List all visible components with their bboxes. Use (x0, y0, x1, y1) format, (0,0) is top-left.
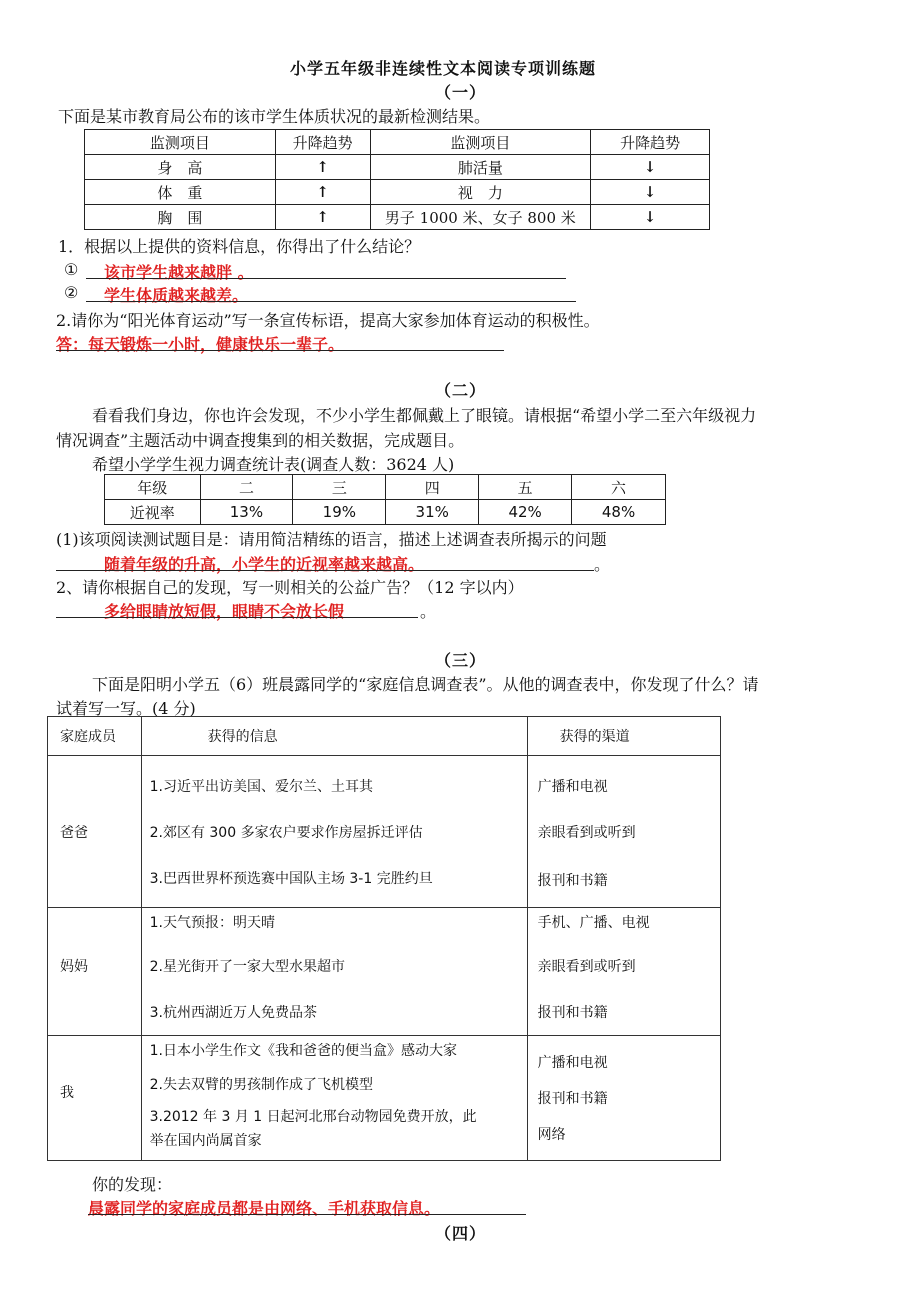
answer-end-mark: 。 (594, 555, 611, 574)
question-1: 1．根据以上提供的资料信息，你得出了什么结论？ (58, 237, 421, 256)
table-header: 家庭成员 (48, 717, 142, 756)
info-item: 2.郊区有 300 多家农户要求作房屋拆迁评估 (149, 825, 423, 841)
info-item: 3.巴西世界杯预选赛中国队主场 3-1 完胜约旦 (149, 871, 433, 887)
table-cell: 13% (200, 500, 293, 525)
trend-down-icon: ↓ (591, 180, 710, 205)
table-cell: 19% (293, 500, 386, 525)
page-title: 小学五年级非连续性文本阅读专项训练题 (290, 59, 597, 78)
channel-item: 广播和电视 (537, 779, 608, 795)
section-3-heading: （三） (435, 651, 487, 670)
channel-item: 手机、广播、电视 (537, 915, 650, 931)
table-header: 升降趋势 (275, 130, 370, 155)
table-cell: 身 高 (85, 155, 276, 180)
info-item: 3.2012 年 3 月 1 日起河北邢台动物园免费开放，此 (149, 1109, 477, 1125)
table-cell: 肺活量 (370, 155, 591, 180)
family-member-cell (48, 756, 142, 908)
table-cell: 视 力 (370, 180, 591, 205)
vision-table-title: 希望小学学生视力调查统计表(调查人数：3624 人) (92, 455, 455, 474)
table-header: 六 (572, 475, 666, 500)
info-item: 2.失去双臂的男孩制作成了飞机模型 (149, 1077, 373, 1093)
question-1: (1)该项阅读测试题目是：请用简洁精练的语言，描述上述调查表所揭示的问题 (56, 530, 607, 549)
answer-2: 学生体质越来越差。 (104, 286, 249, 305)
finding-label: 你的发现： (92, 1175, 173, 1194)
table-cell: 体 重 (85, 180, 276, 205)
channel-item: 报刊和书籍 (537, 873, 608, 889)
answer-3: 答：每天锻炼一小时，健康快乐一辈子。 (56, 335, 345, 354)
table-cell: 42% (479, 500, 572, 525)
trend-up-icon: ↑ (275, 155, 370, 180)
table-cell: 31% (386, 500, 479, 525)
answer-number: ② (64, 283, 79, 302)
family-member-cell (48, 908, 142, 1036)
answer-end-mark: 。 (420, 602, 437, 621)
info-cell (141, 756, 527, 908)
table-cell: 胸 围 (85, 205, 276, 230)
trend-up-icon: ↑ (275, 180, 370, 205)
section-1-heading: （一） (435, 83, 487, 102)
channel-item: 报刊和书籍 (537, 1005, 608, 1021)
channel-cell (527, 908, 720, 1036)
info-item: 1.习近平出访美国、爱尔兰、土耳其 (149, 779, 373, 795)
channel-cell (527, 756, 720, 908)
table-cell: 近视率 (105, 500, 201, 525)
channel-item: 亲眼看到或听到 (537, 825, 636, 841)
trend-up-icon: ↑ (275, 205, 370, 230)
question-2: 2.请你为“阳光体育运动”写一条宣传标语，提高大家参加体育运动的积极性。 (56, 311, 600, 330)
answer-underline (86, 301, 576, 302)
channel-item: 报刊和书籍 (537, 1091, 608, 1107)
trend-down-icon: ↓ (591, 205, 710, 230)
section-3-intro: 下面是阳明小学五（6）班晨露同学的“家庭信息调查表”。从他的调查表中，你发现了什么？请 (92, 675, 759, 694)
finding-answer: 晨露同学的家庭成员都是由网络、手机获取信息。 (88, 1199, 441, 1218)
member-name: 爸爸 (60, 825, 88, 841)
channel-item: 亲眼看到或听到 (537, 959, 636, 975)
info-item: 3.杭州西湖近万人免费品茶 (149, 1005, 317, 1021)
member-name: 我 (60, 1085, 74, 1101)
member-name: 妈妈 (60, 959, 88, 975)
info-item: 1.天气预报：明天晴 (149, 915, 275, 931)
answer-underline (56, 617, 418, 618)
section-2-intro-cont: 情况调查”主题活动中调查搜集到的相关数据，完成题目。 (56, 431, 465, 450)
table-header: 年级 (105, 475, 201, 500)
family-member-cell (48, 1036, 142, 1161)
table-header: 三 (293, 475, 386, 500)
table-header: 四 (386, 475, 479, 500)
table-header: 监测项目 (370, 130, 591, 155)
answer-1: 随着年级的升高，小学生的近视率越来越高。 (104, 555, 425, 574)
info-cell (141, 908, 527, 1036)
answer-underline (88, 1214, 526, 1215)
channel-item: 网络 (537, 1127, 566, 1143)
channel-item: 广播和电视 (537, 1055, 608, 1071)
table-header: 监测项目 (85, 130, 276, 155)
answer-1: 该市学生越来越胖 。 (104, 263, 254, 282)
answer-underline (56, 570, 594, 571)
table-header: 获得的渠道 (527, 717, 720, 756)
section-3-intro-cont: 试着写一写。(4 分) (56, 699, 196, 718)
section-2-intro: 看看我们身边，你也许会发现，不少小学生都佩戴上了眼镜。请根据“希望小学二至六年级视力 (92, 406, 757, 425)
vision-table (104, 474, 666, 525)
section-4-heading: （四） (435, 1224, 487, 1243)
answer-underline (86, 278, 566, 279)
table-cell: 48% (572, 500, 666, 525)
info-item: 2.星光街开了一家大型水果超市 (149, 959, 345, 975)
table-header: 升降趋势 (591, 130, 710, 155)
trend-down-icon: ↓ (591, 155, 710, 180)
answer-underline (56, 350, 504, 351)
section-2-heading: （二） (435, 381, 487, 400)
table-header: 五 (479, 475, 572, 500)
info-cell (141, 1036, 527, 1161)
info-item: 举在国内尚属首家 (149, 1133, 262, 1149)
table-cell: 男子 1000 米、女子 800 米 (370, 205, 591, 230)
question-2: 2、请你根据自己的发现，写一则相关的公益广告？（12 字以内） (56, 578, 524, 597)
fitness-table (84, 129, 710, 230)
table-header: 获得的信息 (141, 717, 527, 756)
answer-2: 多给眼睛放短假，眼睛不会放长假 (104, 602, 345, 621)
section-1-intro: 下面是某市教育局公布的该市学生体质状况的最新检测结果。 (58, 107, 491, 126)
channel-cell (527, 1036, 720, 1161)
answer-number: ① (64, 260, 79, 279)
family-info-table (47, 716, 721, 1161)
info-item: 1.日本小学生作文《我和爸爸的便当盒》感动大家 (149, 1043, 457, 1059)
table-header: 二 (200, 475, 293, 500)
